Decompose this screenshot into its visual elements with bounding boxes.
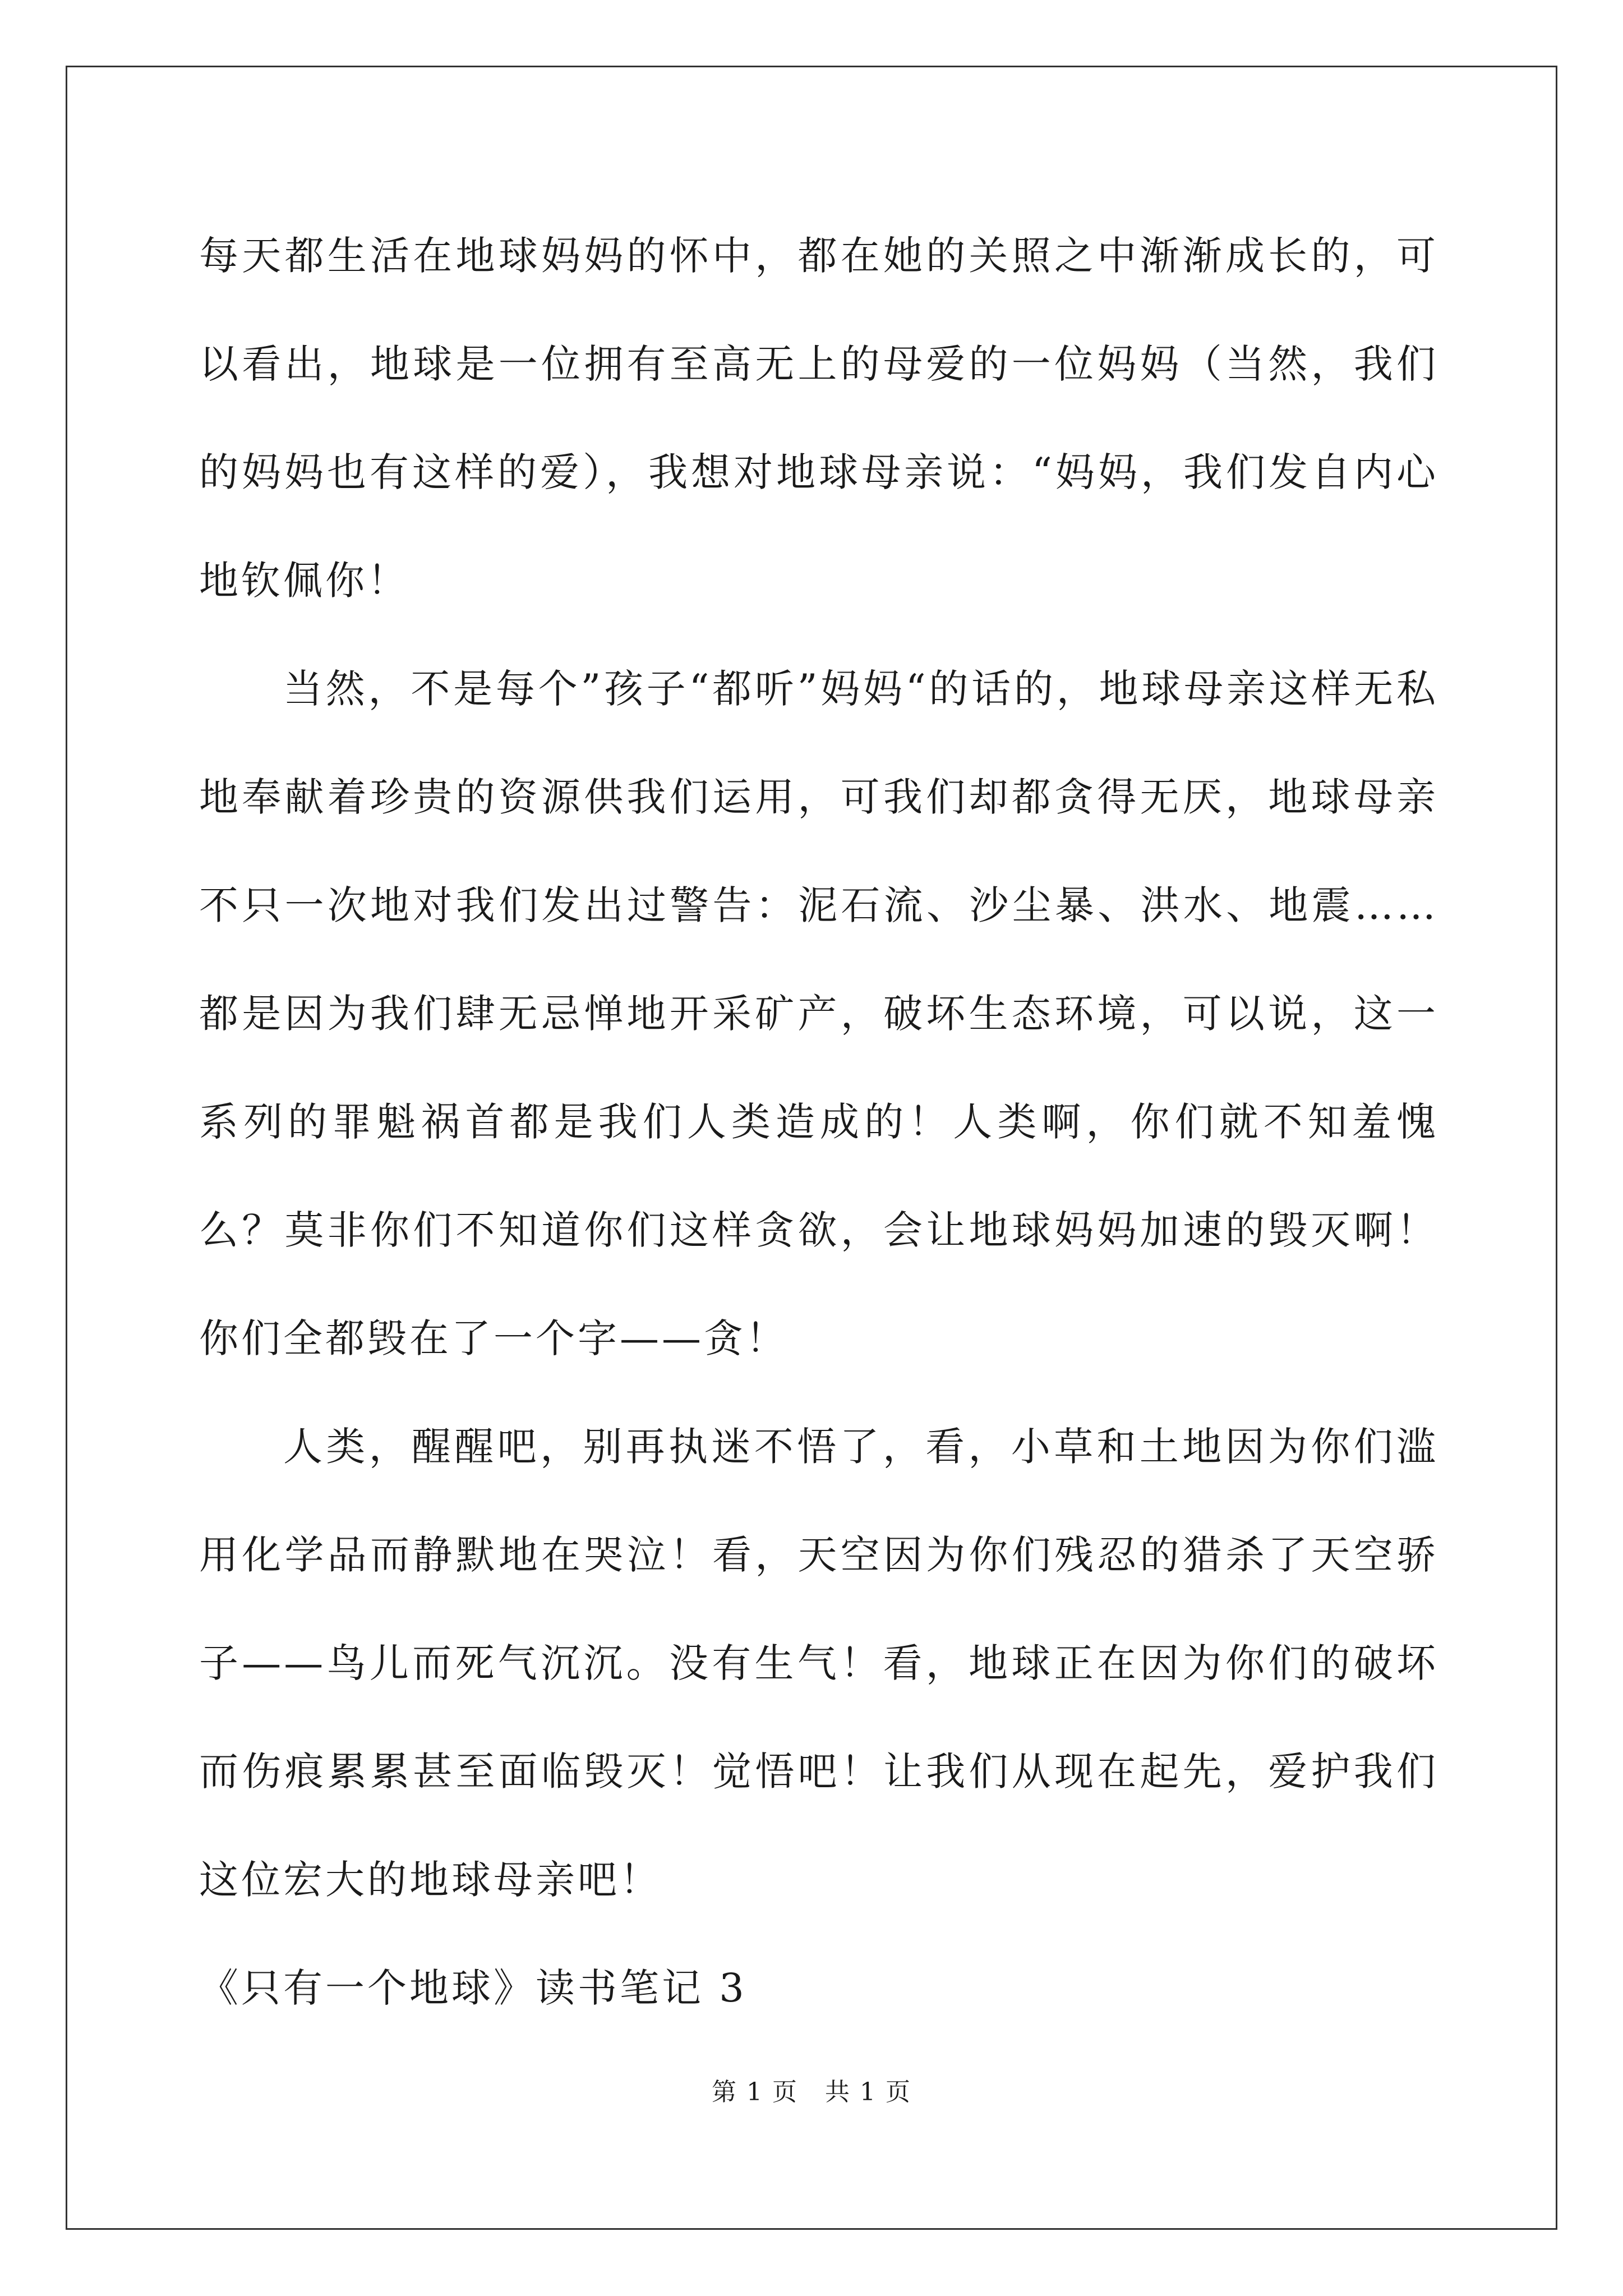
page-total: 共 1 页 (824, 2078, 911, 2106)
page-footer (0, 2076, 1623, 2109)
paragraph-1: 每天都生活在地球妈妈的怀中，都在她的关照之中渐渐成长的，可以看出，地球是一位拥有至高无上的母爱的一位妈妈（当然，我们的妈妈也有这样的爱），我想对地球母亲说：“妈妈，我们发自内心地钦佩你！ (199, 233, 1438, 604)
paragraph-3: 人类，醒醒吧，别再执迷不悟了，看，小草和土地因为你们滥用化学品而静默地在哭泣！看，天空因为你们残忍的猎杀了天空骄子——鸟儿而死气沉沉。没有生气！看，地球正在因为你们的破坏而伤痕累累甚至面临毁灭！觉悟吧！让我们从现在起先，爱护我们这位宏大的地球母亲吧！ (199, 1424, 1438, 1903)
page-number: 第 1 页 (712, 2078, 799, 2106)
document-body (199, 202, 1438, 2042)
paragraph-2: 当然，不是每个”孩子“都听”妈妈“的话的，地球母亲这样无私地奉献着珍贵的资源供我们运用，可我们却都贪得无厌，地球母亲不只一次地对我们发出过警告：泥石流、沙尘暴、洪水、地震……都是因为我们肆无忌惮地开采矿产，破坏生态环境，可以说，这一系列的罪魁祸首都是我们人类造成的！人类啊，你们就不知羞愧么？莫非你们不知道你们这样贪欲，会让地球妈妈加速的毁灭啊！你们全都毁在了一个字——贪！ (199, 666, 1438, 1361)
section-heading: 《只有一个地球》读书笔记 3 (199, 1965, 747, 2011)
